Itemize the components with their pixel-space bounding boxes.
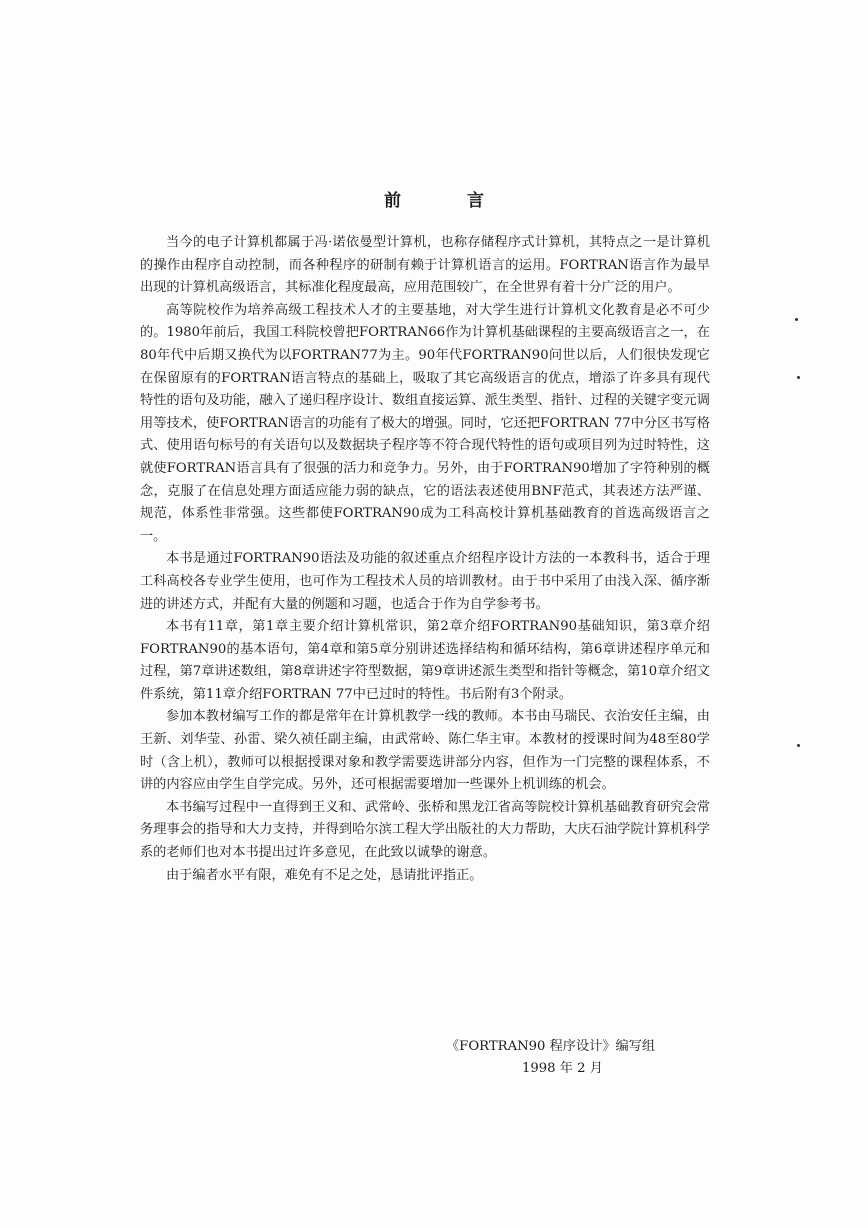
- preface-body: [140, 232, 710, 887]
- signature-date: 1998 年 2 月: [522, 1061, 603, 1076]
- signature-author: 《FORTRAN90 程序设计》编写组: [446, 1039, 656, 1054]
- scan-speck: [797, 376, 800, 379]
- paragraph-5: 参加本教材编写工作的都是常年在计算机教学一线的教师。本书由马瑞民、衣治安任主编，由王新、刘华莹、孙雷、梁久祯任副主编，由武常岭、陈仁华主审。本教材的授课时间为48至80学时（含上机），教师可以根据授课对象和教学需要选讲部分内容，但作为一门完整的课程体系，不讲的内容应由学生自学完成。另外，还可根据需要增加一些课外上机训练的机会。: [140, 709, 710, 793]
- scan-speck: [795, 318, 798, 321]
- page-title: 前 言: [384, 191, 514, 211]
- paragraph-1: 当今的电子计算机都属于冯·诺依曼型计算机，也称存储程序式计算机，其特点之一是计算机的操作由程序自动控制，而各种程序的研制有赖于计算机语言的运用。FORTRAN语言作为最早出现的计算机高级语言，其标准化程度最高，应用范围较广，在全世界有着十分广泛的用户。: [140, 235, 710, 296]
- paragraph-4: 本书有11章，第1章主要介绍计算机常识，第2章介绍FORTRAN90基础知识，第3章介绍FORTRAN90的基本语句，第4章和第5章分别讲述选择结构和循环结构，第6章讲述程序单元和过程，第7章讲述数组，第8章讲述字符型数据，第9章讲述派生类型和指针等概念，第10章介绍文件系统，第11章介绍FORTRAN 77中已过时的特性。书后附有3个附录。: [140, 619, 710, 702]
- paragraph-2: 高等院校作为培养高级工程技术人才的主要基地，对大学生进行计算机文化教育是必不可少的。1980年前后，我国工科院校曾把FORTRAN66作为计算机基础课程的主要高级语言之一，在80年代中后期又换代为以FORTRAN77为主。90年代FORTRAN90问世以后，人们很快发现它在保留原有的FORTRAN语言特点的基础上，吸取了其它高级语言的优点，增添了许多具有现代特性的语句及功能，融入了递归程序设计、数组直接运算、派生类型、指针、过程的关键字变元调用等技术，使FORTRAN语言的功能有了极大的增强。同时，它还把FORTRAN 77中分区书写格式、使用语句标号的有关语句以及数据块子程序等不符合现代特性的语句或项目列为过时特性，这就使FORTRAN语言具有了很强的活力和竞争力。另外，由于FORTRAN90增加了字符种别的概念，克服了在信息处理方面适应能力弱的缺点，它的语法表述使用BNF范式，其表述方法严谨、规范，体系性非常强。这些都使FORTRAN90成为工科高校计算机基础教育的首选高级语言之一。: [140, 302, 710, 544]
- paragraph-7: 由于编者水平有限，难免有不足之处，恳请批评指正。: [166, 867, 483, 883]
- scan-speck: [797, 744, 800, 747]
- signature-block: [446, 1036, 686, 1080]
- paragraph-3: 本书是通过FORTRAN90语法及功能的叙述重点介绍程序设计方法的一本教科书，适合于理工科高校各专业学生使用，也可作为工程技术人员的培训教材。由于书中采用了由浅入深、循序渐进的讲述方式，并配有大量的例题和习题，也适合于作为自学参考书。: [140, 551, 710, 612]
- paragraph-6: 本书编写过程中一直得到王义和、武常岭、张桥和黑龙江省高等院校计算机基础教育研究会常务理事会的指导和大力支持，并得到哈尔滨工程大学出版社的大力帮助，大庆石油学院计算机科学系的老师们也对本书提出过许多意见，在此致以诚挚的谢意。: [140, 799, 710, 861]
